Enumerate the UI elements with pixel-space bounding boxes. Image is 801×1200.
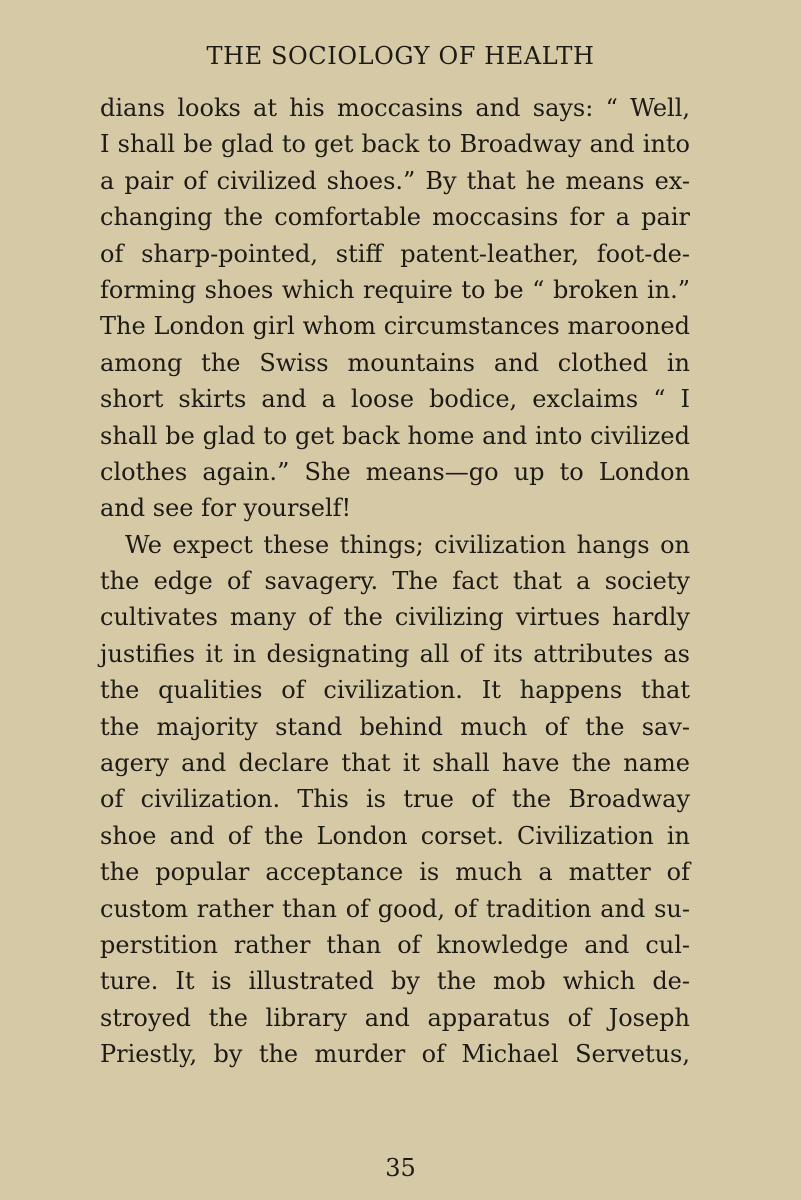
body-text xyxy=(100,90,690,1073)
text-line: of civilization. This is true of the Broadway xyxy=(100,785,690,814)
text-line: clothes again.” She means—go up to London xyxy=(100,457,690,486)
text-line: among the Swiss mountains and clothed in xyxy=(100,348,690,377)
text-line: a pair of civilized shoes.” By that he means ex- xyxy=(100,166,690,195)
text-line: dians looks at his moccasins and says: “ Well, xyxy=(100,94,690,122)
text-line: custom rather than of good, of tradition and su- xyxy=(100,894,690,923)
text-line: shoe and of the London corset. Civilization in xyxy=(100,821,690,850)
text-line: the edge of savagery. The fact that a society xyxy=(100,567,690,596)
text-line: short skirts and a loose bodice, exclaims “ I xyxy=(100,385,690,414)
text-line: cultivates many of the civilizing virtues hardly xyxy=(100,603,690,632)
text-line: and see for yourself! xyxy=(100,494,352,523)
text-line: forming shoes which require to be “ broken in.” xyxy=(100,275,690,304)
text-line: Priestly, by the murder of Michael Servetus, xyxy=(100,1040,690,1069)
text-line: I shall be glad to get back to Broadway and into xyxy=(100,130,690,159)
text-line: justifies it in designating all of its attributes as xyxy=(100,639,690,668)
running-head: THE SOCIOLOGY OF HEALTH xyxy=(206,42,595,70)
text-line: changing the comfortable moccasins for a pair xyxy=(100,203,690,232)
text-line: the popular acceptance is much a matter of xyxy=(100,858,690,887)
text-line: the qualities of civilization. It happens that xyxy=(100,676,690,705)
text-line: shall be glad to get back home and into civilized xyxy=(100,421,690,450)
page-number: 35 xyxy=(385,1154,416,1182)
text-line: the majority stand behind much of the sav- xyxy=(100,712,690,741)
text-line: agery and declare that it shall have the name xyxy=(100,749,690,778)
text-line: The London girl whom circumstances marooned xyxy=(100,312,690,341)
text-line: of sharp-pointed, stiff patent-leather, foot-de- xyxy=(100,239,690,268)
text-line: stroyed the library and apparatus of Joseph xyxy=(100,1003,690,1032)
text-line: ture. It is illustrated by the mob which de- xyxy=(100,967,690,996)
text-line: perstition rather than of knowledge and cul- xyxy=(100,930,690,959)
paragraph-start-line: We expect these things; civilization hangs on xyxy=(125,530,690,559)
